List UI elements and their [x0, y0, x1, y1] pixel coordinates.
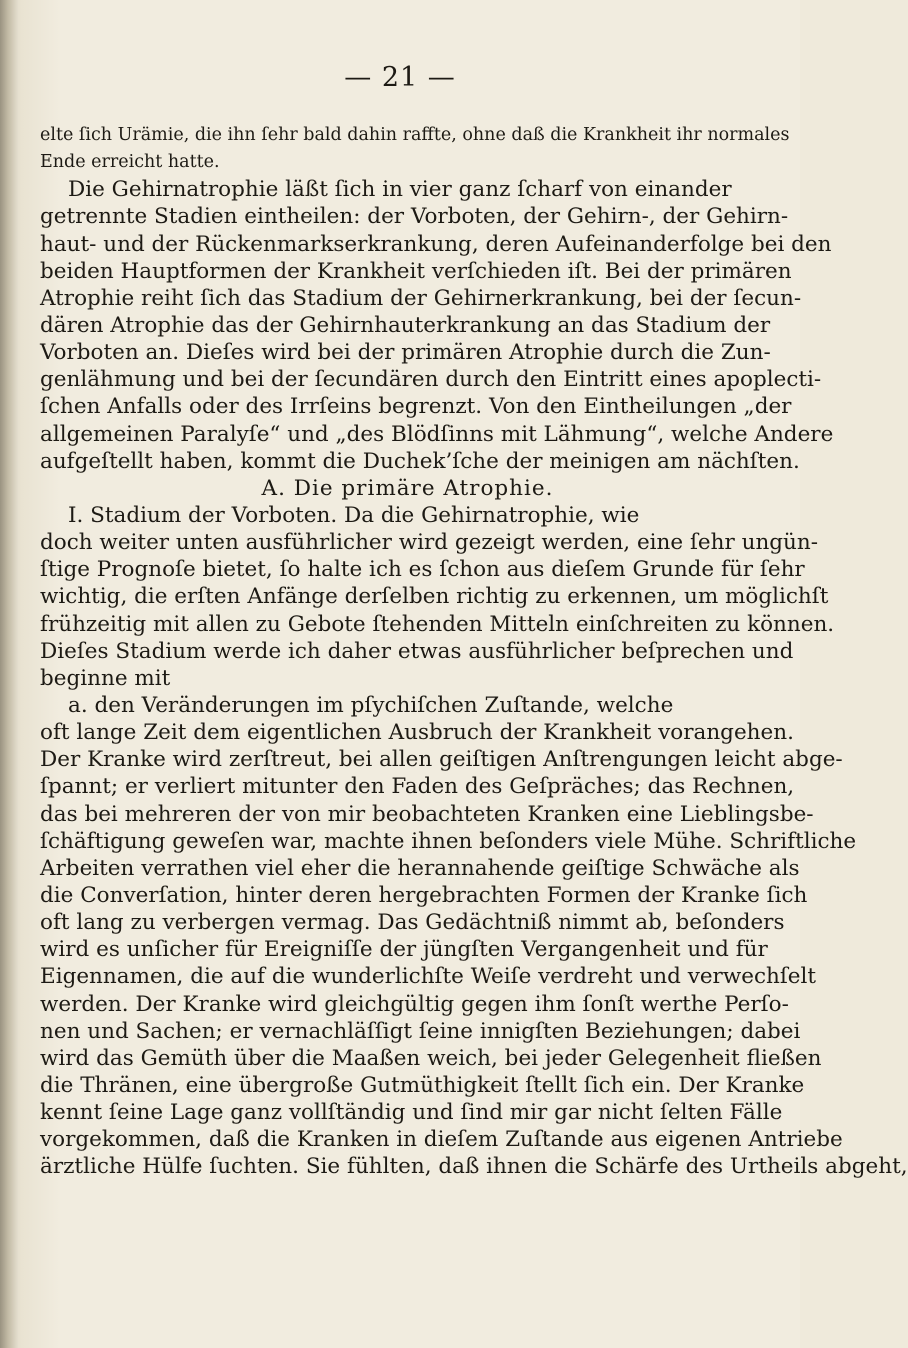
text-line: Dieſes Stadium werde ich daher etwas ausführlicher beſprechen und [40, 638, 794, 664]
binding-edge [0, 0, 18, 1348]
text-line: haut- und der Rückenmarkserkrankung, deren Aufeinanderfolge bei den [40, 231, 832, 257]
text-line: getrennte Stadien eintheilen: der Vorboten, der Gehirn-, der Gehirn- [40, 204, 789, 230]
text-line: dären Atrophie das der Gehirnhauterkrankung an das Stadium der [40, 312, 771, 338]
text-line: ſtige Prognoſe bietet, ſo halte ich es ſchon aus dieſem Grunde für ſehr [40, 557, 805, 583]
text-line: oft lange Zeit dem eigentlichen Ausbruch der Krankheit vorangehen. [40, 720, 794, 746]
text-line: Die Gehirnatrophie läßt ſich in vier ganz ſcharf von einander [68, 177, 732, 203]
text-line: Arbeiten verrathen viel eher die herannahende geiſtige Schwäche als [40, 855, 800, 881]
page-number: — 21 — [344, 62, 456, 93]
text-line: ärztliche Hülfe ſuchten. Sie fühlten, daß ihnen die Schärfe des Urtheils abgeht, [40, 1154, 908, 1180]
text-line: oft lang zu verbergen vermag. Das Gedächtniß nimmt ab, beſonders [40, 910, 785, 936]
text-line: Der Kranke wird zerſtreut, bei allen geiſtigen Anſtrengungen leicht abge- [40, 747, 843, 773]
text-line: wichtig, die erſten Anfänge derſelben richtig zu erkennen, um möglichſt [40, 584, 829, 610]
text-line: genlähmung und bei der ſecundären durch den Eintritt eines apoplecti- [40, 367, 822, 393]
text-line: ſpannt; er verliert mitunter den Faden des Geſpräches; das Rechnen, [40, 774, 795, 800]
text-line: die Converſation, hinter deren hergebrachten Formen der Kranke ſich [40, 882, 808, 908]
text-line: wird das Gemüth über die Maaßen weich, bei jeder Gelegenheit fließen [40, 1045, 822, 1071]
text-line: kennt ſeine Lage ganz vollſtändig und ſind mir gar nicht ſelten Fälle [40, 1100, 783, 1126]
text-line: wird es unſicher für Ereigniſſe der jüngſten Vergangenheit und für [40, 937, 768, 963]
text-line: werden. Der Kranke wird gleichgültig gegen ihm ſonſt werthe Perſo- [40, 991, 789, 1017]
text-line: vorgekommen, daß die Kranken in dieſem Zuſtande aus eigenen Antriebe [40, 1127, 843, 1153]
text-line: Atrophie reiht ſich das Stadium der Gehirnerkrankung, bei der ſecun- [40, 285, 802, 311]
text-line: ſchäftigung geweſen war, machte ihnen beſonders viele Mühe. Schriftliche [40, 828, 857, 854]
text-line: das bei mehreren der von mir beobachteten Kranken eine Lieblingsbe- [40, 801, 814, 827]
text-line: frühzeitig mit allen zu Gebote ſtehenden Mitteln einſchreiten zu können. [40, 611, 835, 637]
section-heading: A. Die primäre Atrophie. [261, 475, 554, 501]
text-line: doch weiter unten ausführlicher wird gezeigt werden, eine ſehr ungün- [40, 530, 819, 556]
text-line: elte ſich Urämie, die ihn ſehr bald dahin raffte, ohne daß die Krankheit ihr normales [40, 125, 790, 145]
text-line: nen und Sachen; er vernachläſſigt ſeine innigſten Beziehungen; dabei [40, 1018, 801, 1044]
text-line: allgemeinen Paralyſe“ und „des Blödſinns mit Lähmung“, welche Andere [40, 421, 834, 447]
text-line: I. Stadium der Vorboten. Da die Gehirnatrophie, wie [68, 502, 640, 528]
text-line: ſchen Anfalls oder des Irrſeins begrenzt. Von den Eintheilungen „der [40, 394, 792, 420]
text-line: aufgeſtellt haben, kommt die Duchek’ſche der meinigen am nächſten. [40, 448, 800, 474]
text-line: Ende erreicht hatte. [40, 152, 220, 173]
text-line: die Thränen, eine übergroße Gutmüthigkeit ſtellt ſich ein. Der Kranke [40, 1072, 805, 1098]
text-line: Eigennamen, die auf die wunderlichſte Weiſe verdreht und verwechſelt [40, 964, 817, 990]
text-line: beginne mit [40, 665, 171, 691]
body-text [40, 122, 908, 1180]
text-line: beiden Hauptformen der Krankheit verſchieden iſt. Bei der primären [40, 258, 792, 284]
text-line: Vorboten an. Dieſes wird bei der primären Atrophie durch die Zun- [40, 340, 771, 366]
text-line: a. den Veränderungen im pſychiſchen Zuſtande, welche [68, 692, 674, 718]
